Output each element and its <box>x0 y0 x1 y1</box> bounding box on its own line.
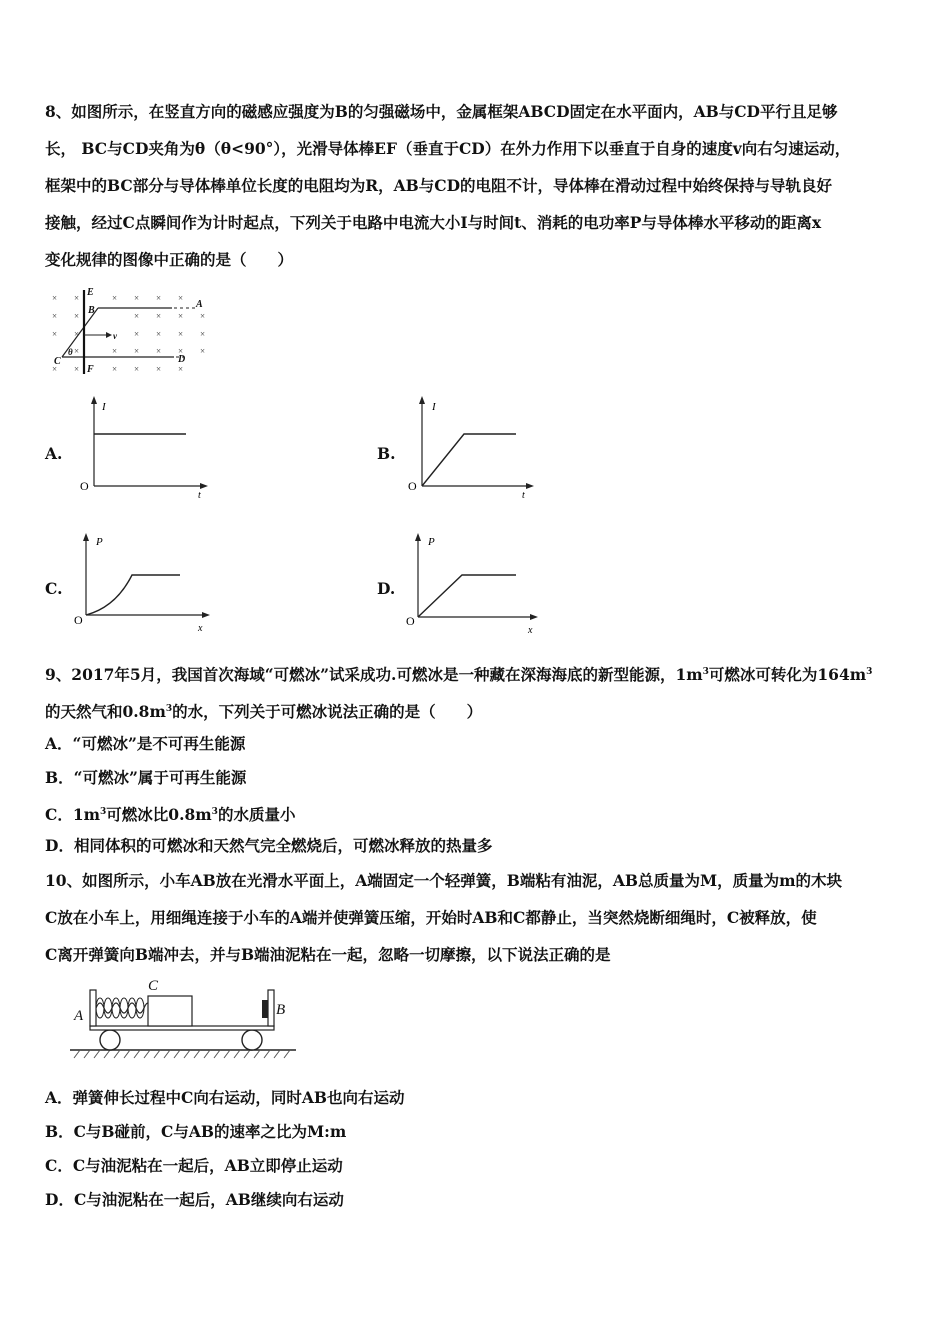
q8-option-b-label[interactable]: B. <box>377 444 396 463</box>
cross-mark: × <box>156 364 162 374</box>
label-D: D <box>178 354 186 365</box>
label-B: B <box>88 305 95 316</box>
q9-line-1 <box>45 662 872 685</box>
q8-option-d-label[interactable]: D. <box>377 579 396 598</box>
cross-mark: × <box>52 293 58 303</box>
label-F: F <box>87 364 94 375</box>
q10-option-d[interactable]: D．C与油泥粘在一起后，AB继续向右运动 <box>45 1190 344 1209</box>
cross-mark: × <box>112 364 118 374</box>
label-C: C <box>148 978 159 994</box>
cross-mark: × <box>134 346 140 356</box>
cross-mark: × <box>52 329 58 339</box>
cross-mark: × <box>178 293 184 303</box>
q8-option-a-label[interactable]: A. <box>45 444 63 463</box>
cross-mark: × <box>74 311 80 321</box>
q9-line-2 <box>45 699 482 722</box>
cross-mark: × <box>178 346 184 356</box>
cross-mark: × <box>134 293 140 303</box>
q10-option-a[interactable]: A．弹簧伸长过程中C向右运动，同时AB也向右运动 <box>45 1088 405 1107</box>
q9-text: 可燃冰可转化为164m <box>708 665 867 685</box>
origin-label: O <box>80 479 89 493</box>
x-axis-label: t <box>522 490 525 500</box>
cross-mark: × <box>74 293 80 303</box>
y-axis-label: P <box>96 536 103 548</box>
cross-mark: × <box>74 346 80 356</box>
q9-text: 的天然气和0.8m <box>45 702 166 722</box>
superscript: 3 <box>165 704 173 714</box>
cross-mark: × <box>112 293 118 303</box>
superscript: 3 <box>702 667 709 677</box>
q8-line-3: 框架中的BC部分与导体棒单位长度的电阻均为R，AB与CD的电阻不计，导体棒在滑动过程中始终保持与导轨良好 <box>45 176 833 195</box>
label-E: E <box>87 287 94 298</box>
label-B: B <box>276 1002 286 1018</box>
q10-option-c[interactable]: C．C与油泥粘在一起后，AB立即停止运动 <box>45 1156 343 1175</box>
cross-mark: × <box>134 329 140 339</box>
superscript: 3 <box>866 667 873 677</box>
q9-text: 可燃冰比0.8m <box>106 805 212 825</box>
q9-text: 的水，下列关于可燃冰说法正确的是（ ） <box>172 702 483 722</box>
q10-line-1: 10、如图所示，小车AB放在光滑水平面上，A端固定一个轻弹簧，B端粘有油泥，AB总质量为M，质量为m的木块 <box>45 871 843 890</box>
y-axis-label: I <box>102 401 106 413</box>
q8-option-b-graph[interactable] <box>400 392 550 500</box>
origin-label: O <box>406 614 415 628</box>
q10-line-3: C离开弹簧向B端冲去，并与B端油泥粘在一起，忽略一切摩擦，以下说法正确的是 <box>45 945 611 964</box>
q10-option-b[interactable]: B．C与B碰前，C与AB的速率之比为M:m <box>45 1122 347 1141</box>
label-C: C <box>54 356 61 367</box>
x-axis-label: x <box>198 623 203 634</box>
cross-mark: × <box>112 346 118 356</box>
q9-text: C．1m <box>45 805 101 825</box>
x-axis-label: x <box>528 625 533 635</box>
cross-mark: × <box>156 311 162 321</box>
cross-mark: × <box>200 329 206 339</box>
q8-option-c-label[interactable]: C. <box>45 579 63 598</box>
y-axis-label: P <box>428 536 435 548</box>
q8-option-d-graph[interactable] <box>400 527 550 635</box>
q8-field-figure <box>44 284 214 376</box>
cross-mark: × <box>74 364 80 374</box>
cross-mark: × <box>156 329 162 339</box>
q8-line-2: 长， BC与CD夹角为θ（θ<90°），光滑导体棒EF（垂直于CD）在外力作用下以垂直于自身的速度v向右匀速运动， <box>45 139 851 158</box>
cross-mark: × <box>134 311 140 321</box>
q9-option-a[interactable]: A．“可燃冰”是不可再生能源 <box>45 734 246 753</box>
q9-option-c[interactable] <box>45 802 295 825</box>
x-axis-label: t <box>198 490 201 500</box>
origin-label: O <box>408 479 417 493</box>
cross-mark: × <box>52 311 58 321</box>
q8-option-c-graph[interactable] <box>70 527 220 635</box>
cross-mark: × <box>74 329 80 339</box>
cross-mark: × <box>200 311 206 321</box>
y-axis-label: I <box>432 401 436 413</box>
cross-mark: × <box>156 346 162 356</box>
q8-line-4: 接触，经过C点瞬间作为计时起点，下列关于电路中电流大小I与时间t、消耗的电功率P与导体棒水平移动的距离x <box>45 213 822 232</box>
q9-option-d[interactable]: D．相同体积的可燃冰和天然气完全燃烧后，可燃冰释放的热量多 <box>45 836 493 855</box>
q8-option-a-graph[interactable] <box>70 392 220 500</box>
cross-mark: × <box>52 364 58 374</box>
cross-mark: × <box>178 329 184 339</box>
cross-mark: × <box>178 311 184 321</box>
q10-cart-figure <box>68 972 300 1064</box>
cross-mark: × <box>200 346 206 356</box>
cross-mark: × <box>134 364 140 374</box>
q9-option-b[interactable]: B．“可燃冰”属于可再生能源 <box>45 768 247 787</box>
superscript: 3 <box>211 807 218 817</box>
label-theta: θ <box>68 347 73 357</box>
origin-label: O <box>74 613 83 627</box>
superscript: 3 <box>100 807 107 817</box>
q9-text: 的水质量小 <box>217 805 296 825</box>
label-A: A <box>196 299 203 310</box>
label-v: v <box>113 331 117 341</box>
q8-line-1: 8、如图所示，在竖直方向的磁感应强度为B的匀强磁场中，金属框架ABCD固定在水平面内，AB与CD平行且足够 <box>45 102 838 121</box>
cross-mark: × <box>156 293 162 303</box>
cross-mark: × <box>178 364 184 374</box>
q9-text: 9、2017年5月，我国首次海域“可燃冰”试采成功.可燃冰是一种藏在深海海底的新型能源，1m <box>45 665 703 685</box>
q8-line-5: 变化规律的图像中正确的是（ ） <box>45 250 294 269</box>
q10-line-2: C放在小车上，用细绳连接于小车的A端并使弹簧压缩，开始时AB和C都静止，当突然烧断细绳时，C被释放，使 <box>45 908 817 927</box>
label-A: A <box>74 1008 84 1024</box>
